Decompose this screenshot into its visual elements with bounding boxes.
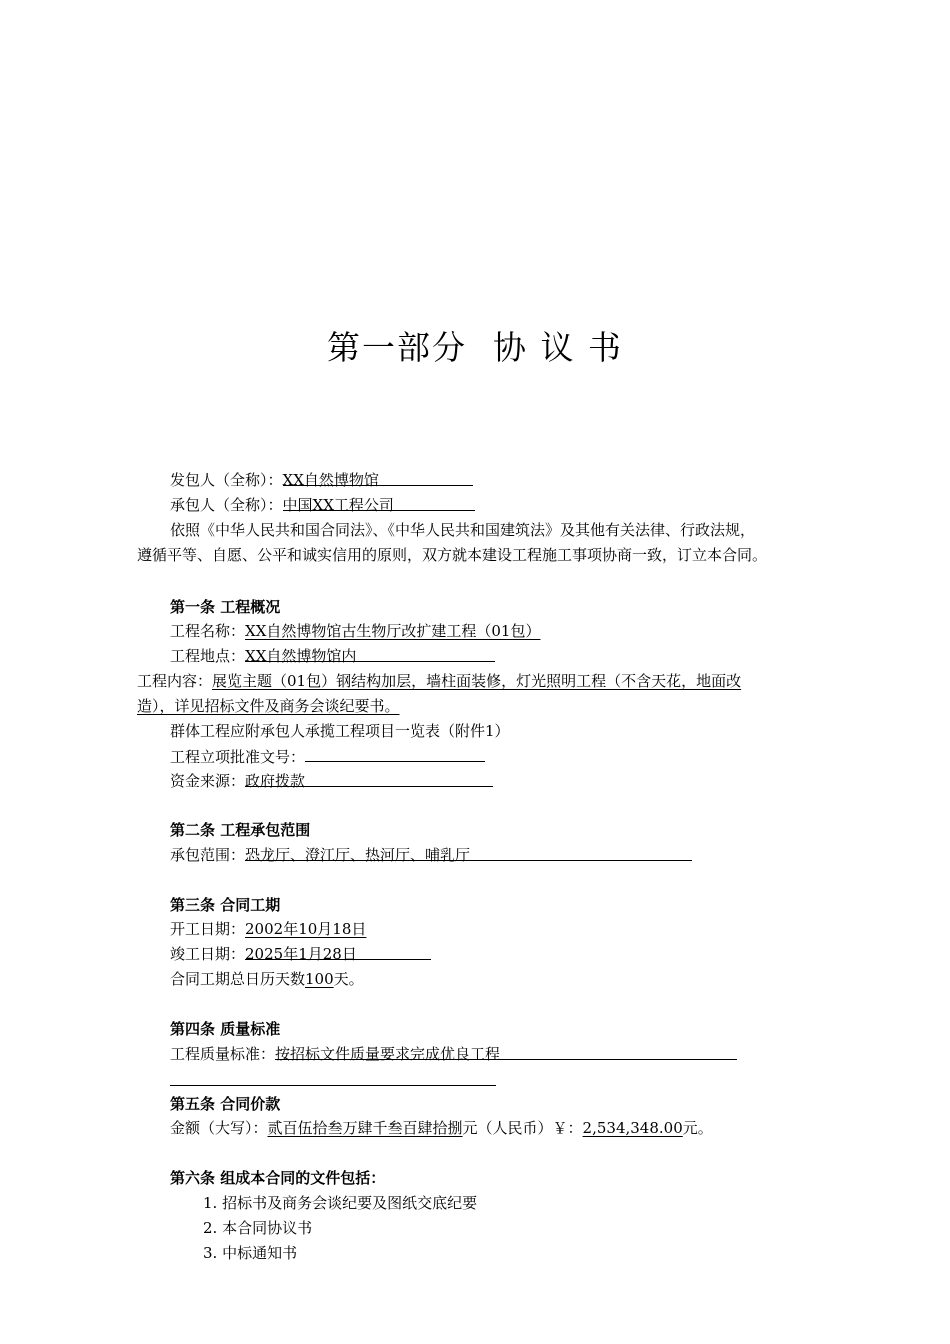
end-date-label: 竣工日期：	[170, 945, 246, 963]
project-content-line-2	[137, 696, 400, 716]
project-name-value: XX自然博物馆古生物厅改扩建工程（01包）	[245, 622, 541, 640]
start-date-line	[170, 919, 366, 939]
project-site-value: XX自然博物馆内	[245, 647, 357, 665]
start-date-value: 2002年10月18日	[245, 920, 367, 938]
contractor-line	[170, 495, 475, 515]
document-list-item: 1. 招标书及商务会谈纪要及图纸交底纪要	[203, 1194, 478, 1212]
article1-heading: 第一条 工程概况	[170, 598, 281, 616]
employer-line	[170, 470, 473, 490]
quality-extra-rule	[170, 1085, 496, 1086]
page-title	[0, 322, 950, 369]
amount-line	[170, 1118, 713, 1138]
article4-heading: 第四条 质量标准	[170, 1020, 281, 1038]
document-list-item: 3. 中标通知书	[203, 1244, 298, 1262]
end-date-value: 2025年1月28日	[245, 945, 357, 963]
total-days-prefix: 合同工期总日历天数	[170, 970, 306, 988]
project-name-line	[170, 621, 540, 641]
amount-label: 金额（大写）：	[170, 1119, 268, 1137]
start-date-label: 开工日期：	[170, 920, 246, 938]
intro-line-2: 遵循平等、自愿、公平和诚实信用的原则，双方就本建设工程施工事项协商一致，订立本合同。	[137, 546, 768, 564]
total-days-suffix: 天。	[333, 970, 364, 988]
employer-label: 发包人（全称）：	[170, 471, 283, 489]
project-site-label: 工程地点：	[170, 647, 246, 665]
article2-heading: 第二条 工程承包范围	[170, 821, 311, 839]
project-content-value-2: 造），详见招标文件及商务会谈纪要书。	[137, 697, 400, 715]
funding-label: 资金来源：	[170, 772, 246, 790]
funding-value: 政府拨款	[245, 772, 306, 790]
scope-label: 承包范围：	[170, 846, 246, 864]
contractor-label: 承包人（全称）：	[170, 496, 283, 514]
scope-value: 恐龙厅、澄江厅、热河厅、哺乳厅	[245, 846, 471, 864]
contractor-value: 中国XX工程公司	[282, 496, 394, 514]
article6-heading: 第六条 组成本合同的文件包括：	[170, 1169, 386, 1187]
article5-heading: 第五条 合同价款	[170, 1095, 281, 1113]
amount-number: 2,534,348.00	[582, 1119, 683, 1137]
project-site-line	[170, 646, 495, 666]
project-content-value-1: 展览主题（01包）钢结构加层，墙柱面装修，灯光照明工程（不含天花，地面改	[212, 672, 742, 690]
amount-suffix: 元。	[682, 1119, 713, 1137]
quality-label: 工程质量标准：	[170, 1045, 276, 1063]
approval-blank	[305, 746, 485, 762]
project-content-label: 工程内容：	[137, 672, 213, 690]
title-main: 第一部分	[327, 328, 467, 367]
article3-heading: 第三条 合同工期	[170, 896, 281, 914]
quality-value: 按招标文件质量要求完成优良工程	[275, 1045, 501, 1063]
amount-mid: 元（人民币）￥：	[462, 1119, 583, 1137]
project-content-line-1	[137, 671, 741, 691]
end-date-line	[170, 944, 431, 964]
document-list-item: 2. 本合同协议书	[203, 1219, 313, 1237]
employer-value: XX自然博物馆	[282, 471, 379, 489]
funding-line	[170, 771, 493, 791]
total-days-value: 100	[305, 970, 334, 988]
amount-words: 贰百伍拾叁万肆千叁百肆拾捌	[267, 1119, 463, 1137]
approval-label: 工程立项批准文号：	[170, 748, 306, 766]
quality-line	[170, 1044, 737, 1064]
group-project-note: 群体工程应附承包人承揽工程项目一览表（附件1）	[170, 722, 510, 740]
intro-line-1: 依照《中华人民共和国合同法》、《中华人民共和国建筑法》及其他有关法律、行政法规，	[170, 521, 756, 539]
approval-line	[170, 746, 485, 766]
project-name-label: 工程名称：	[170, 622, 246, 640]
scope-line	[170, 845, 692, 865]
total-days-line	[170, 969, 364, 989]
title-sub: 协 议 书	[493, 328, 623, 367]
